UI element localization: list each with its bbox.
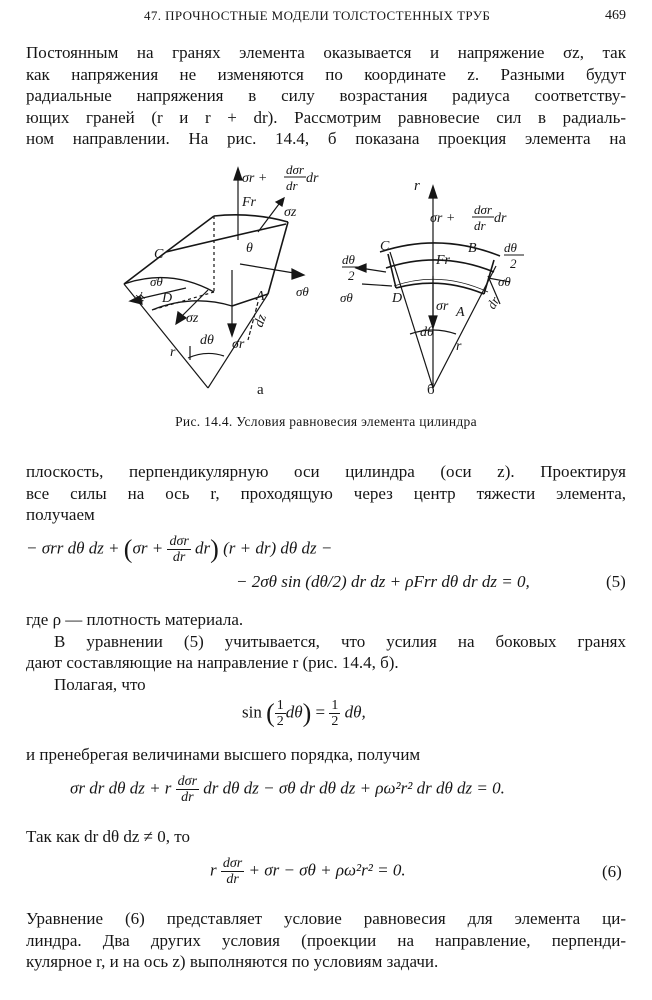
label-dtheta-b: dθ bbox=[420, 325, 434, 340]
eq5-part1: − σrr dθ dz + bbox=[26, 538, 124, 558]
eq5-fraction bbox=[167, 534, 190, 565]
label-d-left: D bbox=[162, 291, 173, 306]
label-sigma-r-bottom: σr bbox=[232, 337, 245, 352]
text-line: где ρ — плотность материала. bbox=[26, 610, 244, 629]
text-line: радиальные напряжения в силу возрастания радиуса соответству- bbox=[26, 86, 626, 105]
text-line: Полагая, что bbox=[54, 674, 146, 694]
eq-mid-fraction bbox=[176, 774, 199, 805]
text-line: линдра. Два других условия (проекции на направление, перпенди- bbox=[26, 930, 626, 950]
label-a-right: A bbox=[456, 305, 465, 320]
label-sigma-z-top: σz bbox=[284, 205, 297, 220]
label-r-b: r bbox=[456, 339, 462, 354]
fraction-denominator: 2 bbox=[276, 714, 284, 729]
text-line: Постоянным на гранях элемента оказывается и напряжение σz, так bbox=[26, 43, 626, 62]
equation-sin: sin ( $\frac{1}{2}$ dθ) = $\frac{1}{2}$ dθ, bbox=[242, 698, 366, 729]
page-number: 469 bbox=[605, 8, 626, 23]
label-dr: dr bbox=[286, 178, 298, 193]
label-sigma-theta-right: σθ bbox=[296, 284, 309, 299]
fraction-numerator: 1 bbox=[276, 698, 284, 713]
paragraph-3 bbox=[26, 609, 626, 695]
text-line: кулярное r, и на ось z) выполняются по условиям задачи. bbox=[26, 952, 439, 971]
label-b-right: B bbox=[468, 241, 477, 256]
fraction-numerator: 1 bbox=[331, 698, 339, 713]
sin-tail: dθ, bbox=[344, 702, 366, 722]
label-dr-after-b: dr bbox=[494, 211, 507, 226]
label-dr-side: dr bbox=[130, 288, 150, 307]
equation-5-line-2: − 2σθ sin (dθ/2) dr dz + ρFrr dθ dr dz = 0, bbox=[236, 572, 530, 591]
text-line: В уравнении (5) учитывается, что усилия на боковых гранях bbox=[54, 631, 626, 651]
label-dr-b: dr bbox=[474, 218, 486, 233]
label-two-right: 2 bbox=[510, 256, 517, 271]
equation-5-line-1: − σrr dθ dz + (σr + $\frac{\text{dσr}}{dr}$ dr) (r + dr) dθ dz − bbox=[26, 534, 333, 565]
label-fr-b: Fr bbox=[436, 253, 450, 268]
text-line: и пренебрегая величинами высшего порядка, получим bbox=[26, 745, 421, 764]
figure-label-b: б bbox=[427, 382, 435, 398]
text-line: как напряжения не изменяются по координате z. Разными будут bbox=[26, 64, 626, 84]
sin-dtheta: dθ bbox=[285, 702, 303, 722]
sin-fraction bbox=[275, 698, 286, 729]
label-d-right: D bbox=[392, 291, 403, 306]
label-dz: dz bbox=[251, 312, 271, 330]
label-fr: Fr bbox=[242, 195, 256, 210]
eq6-start: r bbox=[210, 860, 221, 880]
equals-sign: = bbox=[311, 702, 330, 722]
fraction-denominator: dr bbox=[181, 790, 194, 805]
label-sigma-r-plus-b: σr + bbox=[430, 211, 456, 226]
eq6-end: + σr − σθ + ρω²r² = 0. bbox=[244, 860, 406, 880]
label-sigma-r-b: σr bbox=[436, 299, 449, 314]
equation-6 bbox=[210, 856, 406, 887]
label-a-left: A bbox=[256, 289, 265, 304]
text-line: ном направлении. На рис. 14.4, б показана проекция элемента на bbox=[26, 129, 626, 148]
label-two-left: 2 bbox=[348, 268, 355, 283]
label-dr-after: dr bbox=[306, 171, 319, 186]
equation-reduced bbox=[70, 774, 505, 805]
paragraph-4 bbox=[26, 744, 626, 766]
page-header bbox=[26, 8, 626, 28]
label-dr-side-b: dr bbox=[483, 293, 503, 312]
label-dtheta-left-b: dθ bbox=[342, 252, 355, 267]
eq-mid-end: dr dθ dz − σθ dr dθ dz + ρω²r² dr dθ dz = 0. bbox=[199, 778, 505, 798]
label-sigma-r-plus: σr + bbox=[242, 171, 268, 186]
fraction-denominator: dr bbox=[172, 550, 186, 565]
label-dsr: dσr bbox=[286, 162, 304, 177]
equation-5-number: (5) bbox=[606, 572, 626, 591]
label-dtheta-right-b: dθ bbox=[504, 240, 517, 255]
label-r-left: r bbox=[170, 345, 176, 360]
text-line: дают составляющие на направление r (рис. 14.4, б). bbox=[26, 653, 399, 672]
label-theta: θ bbox=[246, 241, 253, 256]
fraction-numerator: dσr bbox=[222, 856, 243, 871]
label-dsr-b: dσr bbox=[474, 202, 492, 217]
label-sigma-theta-b-left: σθ bbox=[340, 290, 353, 305]
text-line: Так как dr dθ dz ≠ 0, то bbox=[26, 827, 190, 846]
sin-function: sin bbox=[242, 702, 262, 722]
eq-mid-start: σr dr dθ dz + r bbox=[70, 778, 176, 798]
paragraph-1 bbox=[26, 42, 626, 150]
sin-fraction-rhs bbox=[329, 698, 340, 729]
paragraph-2 bbox=[26, 461, 626, 526]
label-sigma-z-bottom: σz bbox=[186, 311, 199, 326]
label-sigma-theta-b-right: σθ bbox=[498, 274, 511, 289]
fraction-denominator: dr bbox=[226, 872, 239, 887]
figure-caption: Рис. 14.4. Условия равновесия элемента цилиндра bbox=[175, 414, 477, 429]
label-dtheta-a: dθ bbox=[200, 333, 214, 348]
running-head: 47. ПРОЧНОСТНЫЕ МОДЕЛИ ТОЛСТОСТЕННЫХ ТРУБ bbox=[144, 8, 491, 23]
label-c-right: C bbox=[380, 239, 390, 254]
paragraph-6 bbox=[26, 908, 626, 973]
figure-label-a: а bbox=[257, 382, 264, 398]
eq5-part2: dr bbox=[190, 538, 211, 558]
label-sigma-theta-left: σθ bbox=[150, 274, 163, 289]
eq6-fraction bbox=[221, 856, 244, 887]
text-line: все силы на ось r, проходящую через центр тяжести элемента, bbox=[26, 483, 626, 503]
fraction-numerator: dσr bbox=[177, 774, 198, 789]
figure-14-4 bbox=[0, 160, 652, 410]
label-r-axis: r bbox=[414, 178, 420, 194]
eq5-part3: (r + dr) dθ dz − bbox=[218, 538, 333, 558]
paragraph-5 bbox=[26, 826, 626, 848]
fraction-numerator: dσr bbox=[169, 534, 189, 549]
equation-6-number: (6) bbox=[602, 862, 622, 881]
eq5-sigma-r-plus: σr + bbox=[132, 538, 168, 558]
label-c-left: C bbox=[154, 247, 164, 262]
text-line: получаем bbox=[26, 505, 95, 524]
text-line: ющих граней (r и r + dr). Рассмотрим равновесие сил в радиаль- bbox=[26, 107, 626, 127]
text-line: Уравнение (6) представляет условие равновесия для элемента ци- bbox=[26, 909, 626, 928]
fraction-denominator: 2 bbox=[331, 714, 339, 729]
text-line: плоскость, перпендикулярную оси цилиндра (оси z). Проектируя bbox=[26, 462, 626, 481]
